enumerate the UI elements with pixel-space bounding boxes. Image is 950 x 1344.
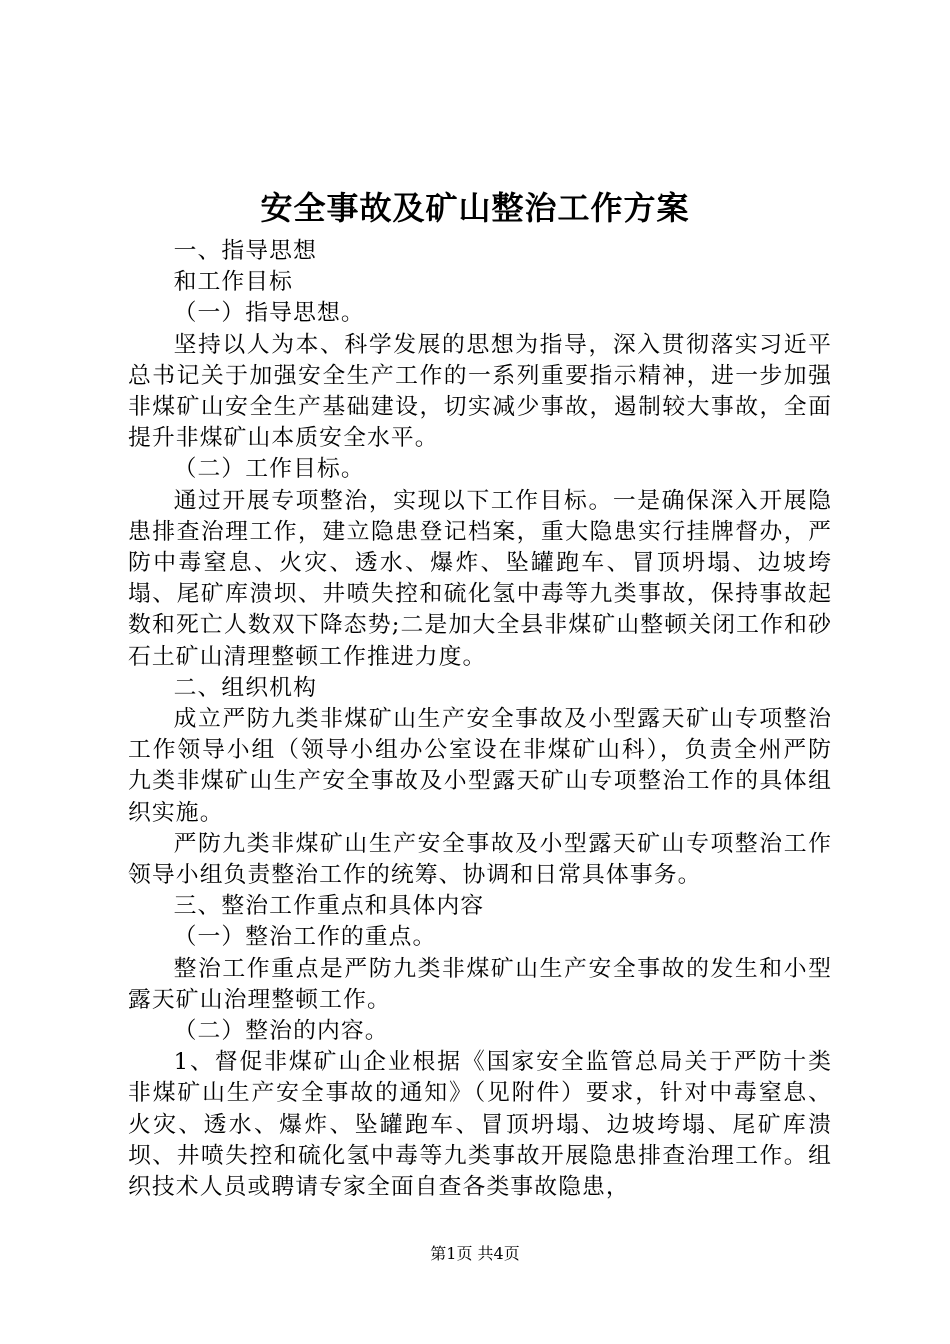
paragraph-heading-1-cont: 和工作目标 [173,269,294,296]
paragraph-heading-1: 一、指导思想 [173,238,317,264]
paragraph-subheading-work-goals: （二）工作目标。 [173,456,365,483]
paragraph-subheading-content: （二）整治的内容。 [173,1018,389,1045]
document-title: 安全事故及矿山整治工作方案 [260,189,690,227]
paragraph-content-1: 1、督促非煤矿山企业根据《国家安全监管总局关于严防十类非煤矿山生产安全事故的通知》（见附件）要求，针对中毒窒息、火灾、透水、爆炸、坠罐跑车、冒顶坍塌、边坡垮塌、尾矿库溃坝、井喷失控和硫化氢中毒等九类事故开展隐患排查治理工作。组织技术人员或聘请专家全面自查各类事故隐患， [128,1049,832,1201]
document-body [128,236,832,1203]
paragraph-guiding-thought: 坚持以人为本、科学发展的思想为指导，深入贯彻落实习近平总书记关于加强安全生产工作的一系列重要指示精神，进一步加强非煤矿山安全生产基础建设，切实减少事故，遏制较大事故，全面提升非煤矿山本质安全水平。 [128,331,832,452]
paragraph-heading-2: 二、组织机构 [173,674,317,701]
paragraph-subheading-focus: （一）整治工作的重点。 [173,924,437,951]
paragraph-focus: 整治工作重点是严防九类非煤矿山生产安全事故的发生和小型露天矿山治理整顿工作。 [128,955,832,1013]
paragraph-work-goals: 通过开展专项整治，实现以下工作目标。一是确保深入开展隐患排查治理工作，建立隐患登记档案，重大隐患实行挂牌督办，严防中毒窒息、火灾、透水、爆炸、坠罐跑车、冒顶坍塌、边坡垮塌、尾矿库溃坝、井喷失控和硫化氢中毒等九类事故，保持事故起数和死亡人数双下降态势;二是加大全县非煤矿山整顿关闭工作和砂石土矿山清理整顿工作推进力度。 [128,487,832,670]
paragraph-heading-3: 三、整治工作重点和具体内容 [173,893,485,920]
paragraph-organization-2: 严防九类非煤矿山生产安全事故及小型露天矿山专项整治工作领导小组负责整治工作的统筹、协调和日常具体事务。 [128,830,832,889]
paragraph-subheading-guiding-thought: （一）指导思想。 [173,300,365,327]
page-footer: 第1页 共4页 [430,1244,520,1263]
paragraph-organization-1: 成立严防九类非煤矿山生产安全事故及小型露天矿山专项整治工作领导小组（领导小组办公室设在非煤矿山科），负责全州严防九类非煤矿山生产安全事故及小型露天矿山专项整治工作的具体组织实施。 [128,706,832,826]
